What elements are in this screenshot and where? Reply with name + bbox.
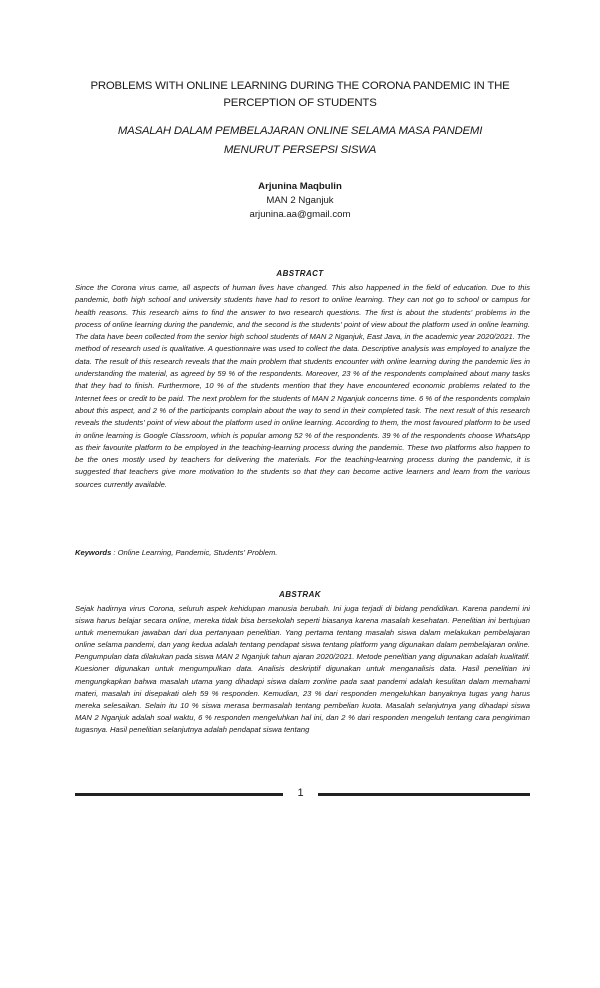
author-block [150, 180, 450, 222]
keywords-text: : Online Learning, Pandemic, Students' Problem. [113, 548, 278, 557]
paper-title-english: PROBLEMS WITH ONLINE LEARNING DURING THE CORONA PANDEMIC IN THE PERCEPTION OF STUDENTS [90, 80, 510, 109]
paper-title-indonesian: MASALAH DALAM PEMBELAJARAN ONLINE SELAMA MASA PANDEMI MENURUT PERSEPSI SISWA [117, 125, 483, 156]
keywords-label: Keywords [75, 548, 112, 557]
page-number: 1 [297, 787, 304, 799]
abstract-heading: ABSTRACT [276, 269, 324, 278]
author-affiliation: MAN 2 Nganjuk [266, 195, 334, 206]
footer-divider-right [318, 793, 530, 796]
abstract-body-english: Since the Corona virus came, all aspects of human lives have changed. This also happened in the field of education. Due to this pandemic, both high school and university students have had to resort to online learning. They can not go to school or campus for health reasons. This research aims to find the answer to two research questions. The first is about the students' problems in the process of online learning during the pandemic, and the second is the students' point of view about the platform used in online learning. The data have been collected from the senior high school students of MAN 2 Nganjuk, East Java, in the academic year 2020/2021. The method of research used is qualitative. A questionnaire was used to collect the data. Descriptive analysis was employed to analyze the data. The result of this research reveals that the main problem that students encounter with online learning during the pandemic lies in understanding the material, as agreed by 59 % of the respondents. Moreover, 23 % of the respondents complained about many tasks that they had to finish. Furthermore, 10 % of the students mention that they have encountered economic problems related to the Internet fees or credit to be paid. The next problem for the students of MAN 2 Nganjuk concerns time. 6 % of the respondents complain about this aspect, and 2 % of the participants complain about the way to send in their completed task. The next result of this research reveals the students' point of view about the platform used in online learning. According to them, the most favoured platform to be used in online learning is Google Classroom, which is popular among 52 % of the respondents. 39 % of the respondents choose WhatsApp as their favourite platform to be employed in the teaching-learning process during the pandemic. These two platforms also happen to be the ones mostly used by teachers for delivering the materials. For the teaching-learning process during the pandemic, it is suggested that teachers give more motivation to the students so that they can become active learners and learn from the various sources currently available. [75, 283, 530, 489]
abstrak-heading: ABSTRAK [279, 590, 321, 599]
abstract-body-indonesian: Sejak hadirnya virus Corona, seluruh aspek kehidupan manusia berubah. Ini juga terjadi di bidang pendidikan. Karena pandemi ini siswa harus belajar secara online, mereka tidak bisa bersekolah seperti biasanya karena masalah kesehatan. Penelitian ini bertujuan untuk menemukan jawaban dari dua pertanyaan penelitian. Yang pertama tentang masalah siswa dalam melakukan pembelajaran online selama pandemi, dan yang kedua adalah tentang pendapat siswa tentang platform yang digunakan dalam pembelajaran online. Pengumpulan data dilakukan pada siswa MAN 2 Nganjuk tahun ajaran 2020/2021. Metode penelitian yang digunakan adalah kualitatif. Kuesioner digunakan untuk mengumpulkan data. Analisis deskriptif digunakan untuk menganalisis data. Hasil penelitian ini mengungkapkan bahwa masalah utama yang dihadapi siswa dalam zonline pada saat pandemi adalah kesulitan dalam memahami materi, masalah ini disepakati oleh 59 % responden. Kemudian, 23 % dari responden mengeluhkan banyaknya tugas yang harus mereka selesaikan. Selain itu 10 % siswa merasa bermasalah tentang pembelian kuota. Masalah selanjutnya yang dihadapi siswa MAN 2 Nganjuk adalah soal waktu, 6 % responden mengeluhkan hal ini, dan 2 % dari responden mengeluh tentang cara pengiriman tugasnya. Hasil penelitian selanjutnya adalah pendapat siswa tentang [75, 604, 530, 734]
footer-divider-left [75, 793, 283, 796]
author-email: arjunina.aa@gmail.com [249, 209, 351, 220]
author-name: Arjunina Maqbulin [258, 181, 342, 192]
keywords-line [75, 548, 530, 557]
